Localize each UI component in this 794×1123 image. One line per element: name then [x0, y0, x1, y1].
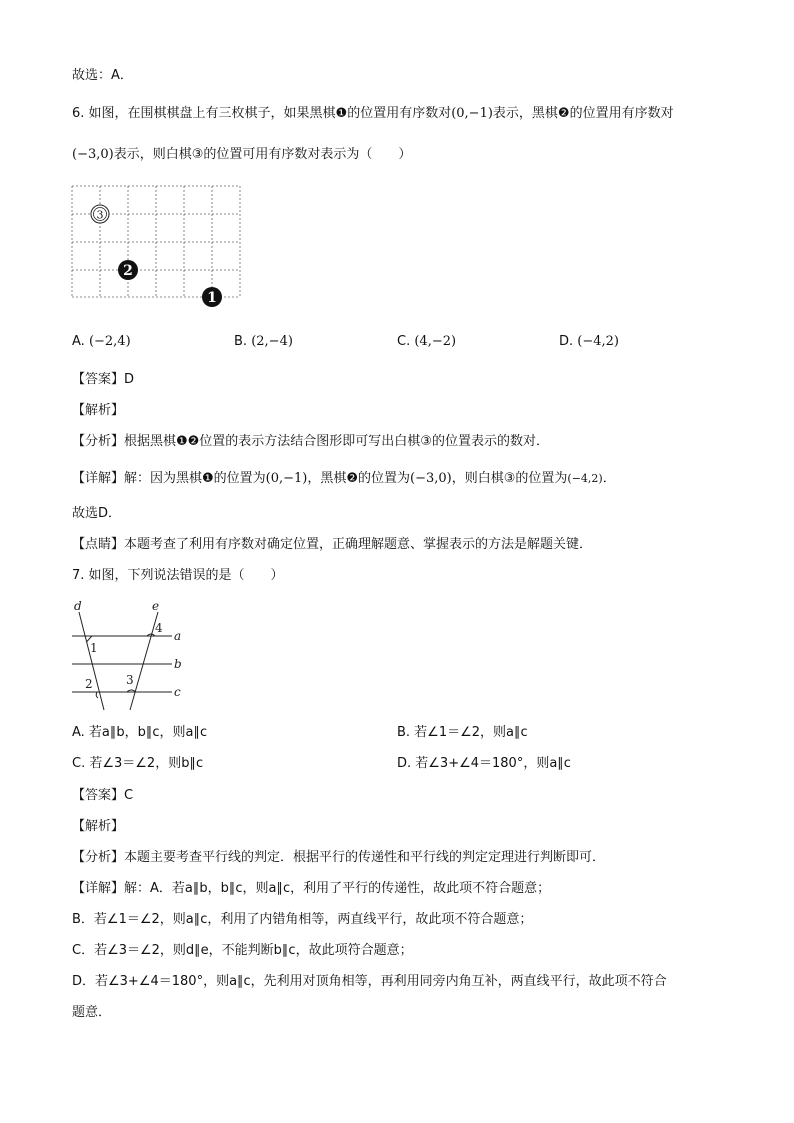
analysis-label: 【解析】: [72, 403, 125, 418]
detail-text: 【详解】解：A．若a∥b，b∥c，则a∥c，利用了平行的传递性，故此项不符合题意；: [72, 881, 551, 896]
label-a: a: [174, 629, 182, 643]
answer-label: 【答案】C: [72, 788, 134, 803]
detail-text-b: B．若∠1＝∠2，则a∥c，利用了内错角相等，两直线平行，故此项不符合题意；: [72, 912, 533, 927]
option-d: D. (−4,2): [559, 334, 620, 349]
math: (0,−1): [451, 106, 493, 121]
label-angle-3: 3: [126, 673, 134, 687]
math: (−3,0): [72, 147, 114, 162]
question-6-line-2: (−3,0)表示，则白棋③的位置可用有序数对表示为（ ）: [72, 147, 412, 162]
label-angle-4: 4: [155, 621, 163, 635]
option-c: C. 若∠3＝∠2，则b∥c: [72, 756, 204, 771]
answer-label: 【答案】D: [72, 372, 135, 387]
detail-text-d: D．若∠3+∠4＝180°，则a∥c，先利用对顶角相等，再利用同旁内角互补，两直线平行，故此项不符合: [72, 974, 667, 989]
label-e: e: [152, 599, 160, 613]
question-6-line-1: 6. 如图，在围棋棋盘上有三枚棋子，如果黑棋❶的位置用有序数对(0,−1)表示，黑棋❷的位置用有序数对: [72, 106, 674, 121]
option-d: D. 若∠3+∠4＝180°，则a∥c: [397, 756, 571, 771]
option-b: B. 若∠1＝∠2，则a∥c: [397, 725, 528, 740]
analysis-label: 【解析】: [72, 819, 125, 834]
label-d: d: [74, 599, 82, 613]
question-7: 7. 如图，下列说法错误的是（ ）: [72, 568, 284, 583]
piece-3-label: 3: [96, 208, 104, 222]
text-line: 故选：A．: [72, 68, 133, 83]
piece-1-label: 1: [207, 290, 217, 306]
detail-text-d-cont: 题意．: [72, 1005, 112, 1020]
option-a: A. 若a∥b，b∥c，则a∥c: [72, 725, 208, 740]
option-a: A. (−2,4): [72, 334, 131, 349]
white-piece-3: [91, 205, 109, 223]
analysis-text: 【分析】根据黑棋❶❷位置的表示方法结合图形即可写出白棋③的位置表示的数对．: [72, 434, 549, 449]
detail-text: 【详解】解：因为黑棋❶的位置为(0,−1)，黑棋❷的位置为(−3,0)，则白棋③的位置为(−4,2)．: [72, 471, 616, 486]
piece-2-label: 2: [123, 263, 133, 279]
text-line: 故选D．: [72, 506, 122, 521]
label-angle-2: 2: [85, 677, 93, 691]
key-point-text: 【点睛】本题考查了利用有序数对确定位置，正确理解题意、掌握表示的方法是解题关键．: [72, 537, 593, 552]
parallel-lines-figure: [66, 598, 196, 712]
black-piece-2: [118, 260, 138, 280]
go-board-figure: [66, 180, 256, 310]
black-piece-1: [202, 287, 222, 307]
option-c: C. (4,−2): [397, 334, 457, 349]
detail-text-c: C．若∠3＝∠2，则d∥e，不能判断b∥c，故此项符合题意；: [72, 943, 413, 958]
option-b: B. (2,−4): [234, 334, 293, 349]
label-b: b: [174, 657, 182, 671]
label-c: c: [174, 685, 181, 699]
analysis-text: 【分析】本题主要考查平行线的判定．根据平行的传递性和平行线的判定定理进行判断即可．: [72, 850, 606, 865]
label-angle-1: 1: [90, 641, 98, 655]
